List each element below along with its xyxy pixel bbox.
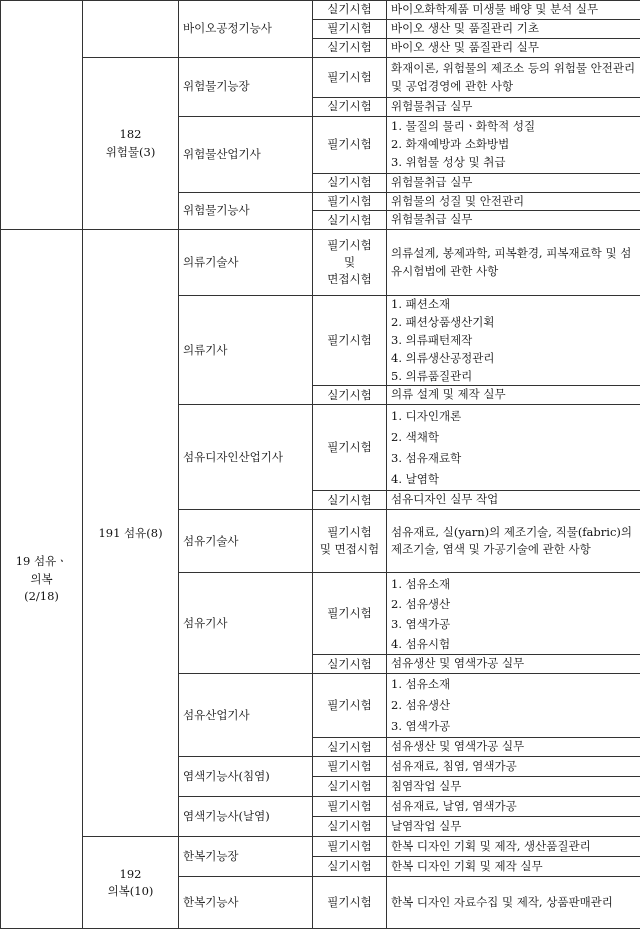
subjects-cell: 화재이론, 위험물의 제조소 등의 위험물 안전관리 및 공업경영에 관한 사항 [387,58,640,98]
cert-name-cell: 섬유산업기사 [179,674,313,757]
subjects-cell: 위험물의 성질 및 안전관리 [387,192,640,211]
subjects-cell: 위험물취급 실무 [387,173,640,192]
exam-type-cell: 필기시험 [313,20,387,39]
exam-type-cell: 필기시험 [313,192,387,211]
exam-type-cell: 실기시험 [313,1,387,20]
main-category-line: 19 섬유ㆍ [5,553,78,570]
table-row [1,58,640,98]
subject-item: 3. 위험물 성상 및 취급 [391,154,636,172]
main-category-cell [1,230,83,929]
exam-type-cell: 실기시험 [313,817,387,837]
subjects-cell: 섬유재료, 실(yarn)의 제조기술, 직물(fabric)의 제조기술, 염색 및 가공기술에 관한 사항 [387,510,640,573]
subjects-cell: 섬유디자인 실무 작업 [387,491,640,510]
exam-type-cell: 실기시험 [313,211,387,230]
subject-item: 3. 염색가공 [391,716,636,737]
subject-item: 4. 의류생산공정관리 [391,350,636,368]
subject-item: 1. 디자인개론 [391,406,636,427]
exam-type-cell: 필기시험 [313,58,387,98]
subject-item: 5. 의류품질관리 [391,368,636,386]
exam-type-cell: 실기시험 [313,386,387,405]
mid-category-cell [83,1,179,58]
exam-type-cell: 필기시험 및 면접시험 [313,510,387,573]
subjects-cell: 바이오 생산 및 품질관리 기초 [387,20,640,39]
mid-category-code: 192 [87,866,174,883]
subject-item: 3. 염색가공 [391,614,636,634]
subjects-cell: 섬유재료, 침염, 염색가공 [387,757,640,777]
cert-name-cell: 의류기술사 [179,230,313,296]
exam-type-cell: 필기시험 [313,573,387,655]
subject-item: 2. 패션상품생산기획 [391,314,636,332]
subject-item: 1. 물질의 물리ㆍ화학적 성질 [391,118,636,136]
subject-item: 2. 섬유생산 [391,594,636,614]
subjects-cell: 의류 설계 및 제작 실무 [387,386,640,405]
mid-category-code: 182 [87,126,174,143]
exam-type-cell: 실기시험 [313,98,387,117]
subject-item: 1. 섬유소재 [391,674,636,695]
subjects-cell [387,573,640,655]
cert-name-cell: 위험물산업기사 [179,116,313,192]
main-category-cell [1,1,83,230]
exam-type-cell: 실기시험 [313,491,387,510]
table-row [1,837,640,857]
subjects-cell: 바이오화학제품 미생물 배양 및 분석 실무 [387,1,640,20]
exam-type-cell: 필기시험 [313,116,387,173]
main-category-line: (2/18) [5,588,78,605]
table-row [1,230,640,296]
subjects-cell: 한복 디자인 기획 및 제작, 생산품질관리 [387,837,640,857]
cert-name-cell: 섬유기술사 [179,510,313,573]
subjects-cell: 섬유재료, 날염, 염색가공 [387,797,640,817]
subjects-cell [387,116,640,173]
subjects-cell: 섬유생산 및 염색가공 실무 [387,655,640,674]
cert-name-cell: 한복기능장 [179,837,313,877]
cert-name-cell: 위험물기능사 [179,192,313,230]
exam-type-cell: 실기시험 [313,173,387,192]
cert-name-cell: 위험물기능장 [179,58,313,117]
subjects-cell: 침염작업 실무 [387,777,640,797]
cert-name-cell: 섬유디자인산업기사 [179,405,313,510]
main-category-line: 의복 [5,571,78,588]
exam-type-cell: 실기시험 [313,857,387,877]
subject-item: 1. 패션소재 [391,296,636,314]
exam-type-cell: 필기시험 [313,405,387,491]
subjects-cell [387,674,640,738]
mid-category-cell [83,837,179,929]
exam-type-cell: 필기시험 [313,877,387,929]
subject-item: 2. 색채학 [391,427,636,448]
exam-type-cell: 필기시험 [313,296,387,386]
subjects-cell: 섬유생산 및 염색가공 실무 [387,738,640,757]
exam-type-cell: 실기시험 [313,777,387,797]
cert-name-cell: 한복기능사 [179,877,313,929]
exam-type-cell: 필기시험 [313,797,387,817]
mid-category-name: 위험물(3) [87,144,174,161]
subjects-cell [387,405,640,491]
cert-name-cell: 염색기능사(날염) [179,797,313,837]
cert-name-cell: 의류기사 [179,296,313,405]
subjects-cell: 한복 디자인 기획 및 제작 실무 [387,857,640,877]
mid-category-name: 의복(10) [87,883,174,900]
mid-category-cell: 191 섬유(8) [83,230,179,837]
subjects-cell: 의류설계, 봉제과학, 피복환경, 피복재료학 및 섬유시험법에 관한 사항 [387,230,640,296]
subject-item: 3. 섬유재료학 [391,448,636,469]
subjects-cell: 한복 디자인 자료수집 및 제작, 상품판매관리 [387,877,640,929]
subject-item: 4. 날염학 [391,469,636,490]
exam-type-cell: 실기시험 [313,655,387,674]
subject-item: 1. 섬유소재 [391,574,636,594]
exam-type-cell: 실기시험 [313,39,387,58]
mid-category-cell [83,58,179,230]
exam-type-cell: 필기시험 [313,674,387,738]
subject-item: 2. 화재예방과 소화방법 [391,136,636,154]
cert-name-cell: 염색기능사(침염) [179,757,313,797]
exam-type-cell: 필기시험 [313,757,387,777]
cert-name-cell: 바이오공정기능사 [179,1,313,58]
exam-type-cell: 필기시험 및 면접시험 [313,230,387,296]
cert-name-cell: 섬유기사 [179,573,313,674]
exam-type-cell: 필기시험 [313,837,387,857]
subject-item: 4. 섬유시험 [391,634,636,654]
subjects-cell: 위험물취급 실무 [387,98,640,117]
subject-item: 2. 섬유생산 [391,695,636,716]
subjects-cell [387,296,640,386]
subjects-cell: 위험물취급 실무 [387,211,640,230]
subject-item: 3. 의류패턴제작 [391,332,636,350]
table-row [1,1,640,20]
subjects-cell: 날염작업 실무 [387,817,640,837]
exam-type-cell: 실기시험 [313,738,387,757]
subjects-cell: 바이오 생산 및 품질관리 실무 [387,39,640,58]
